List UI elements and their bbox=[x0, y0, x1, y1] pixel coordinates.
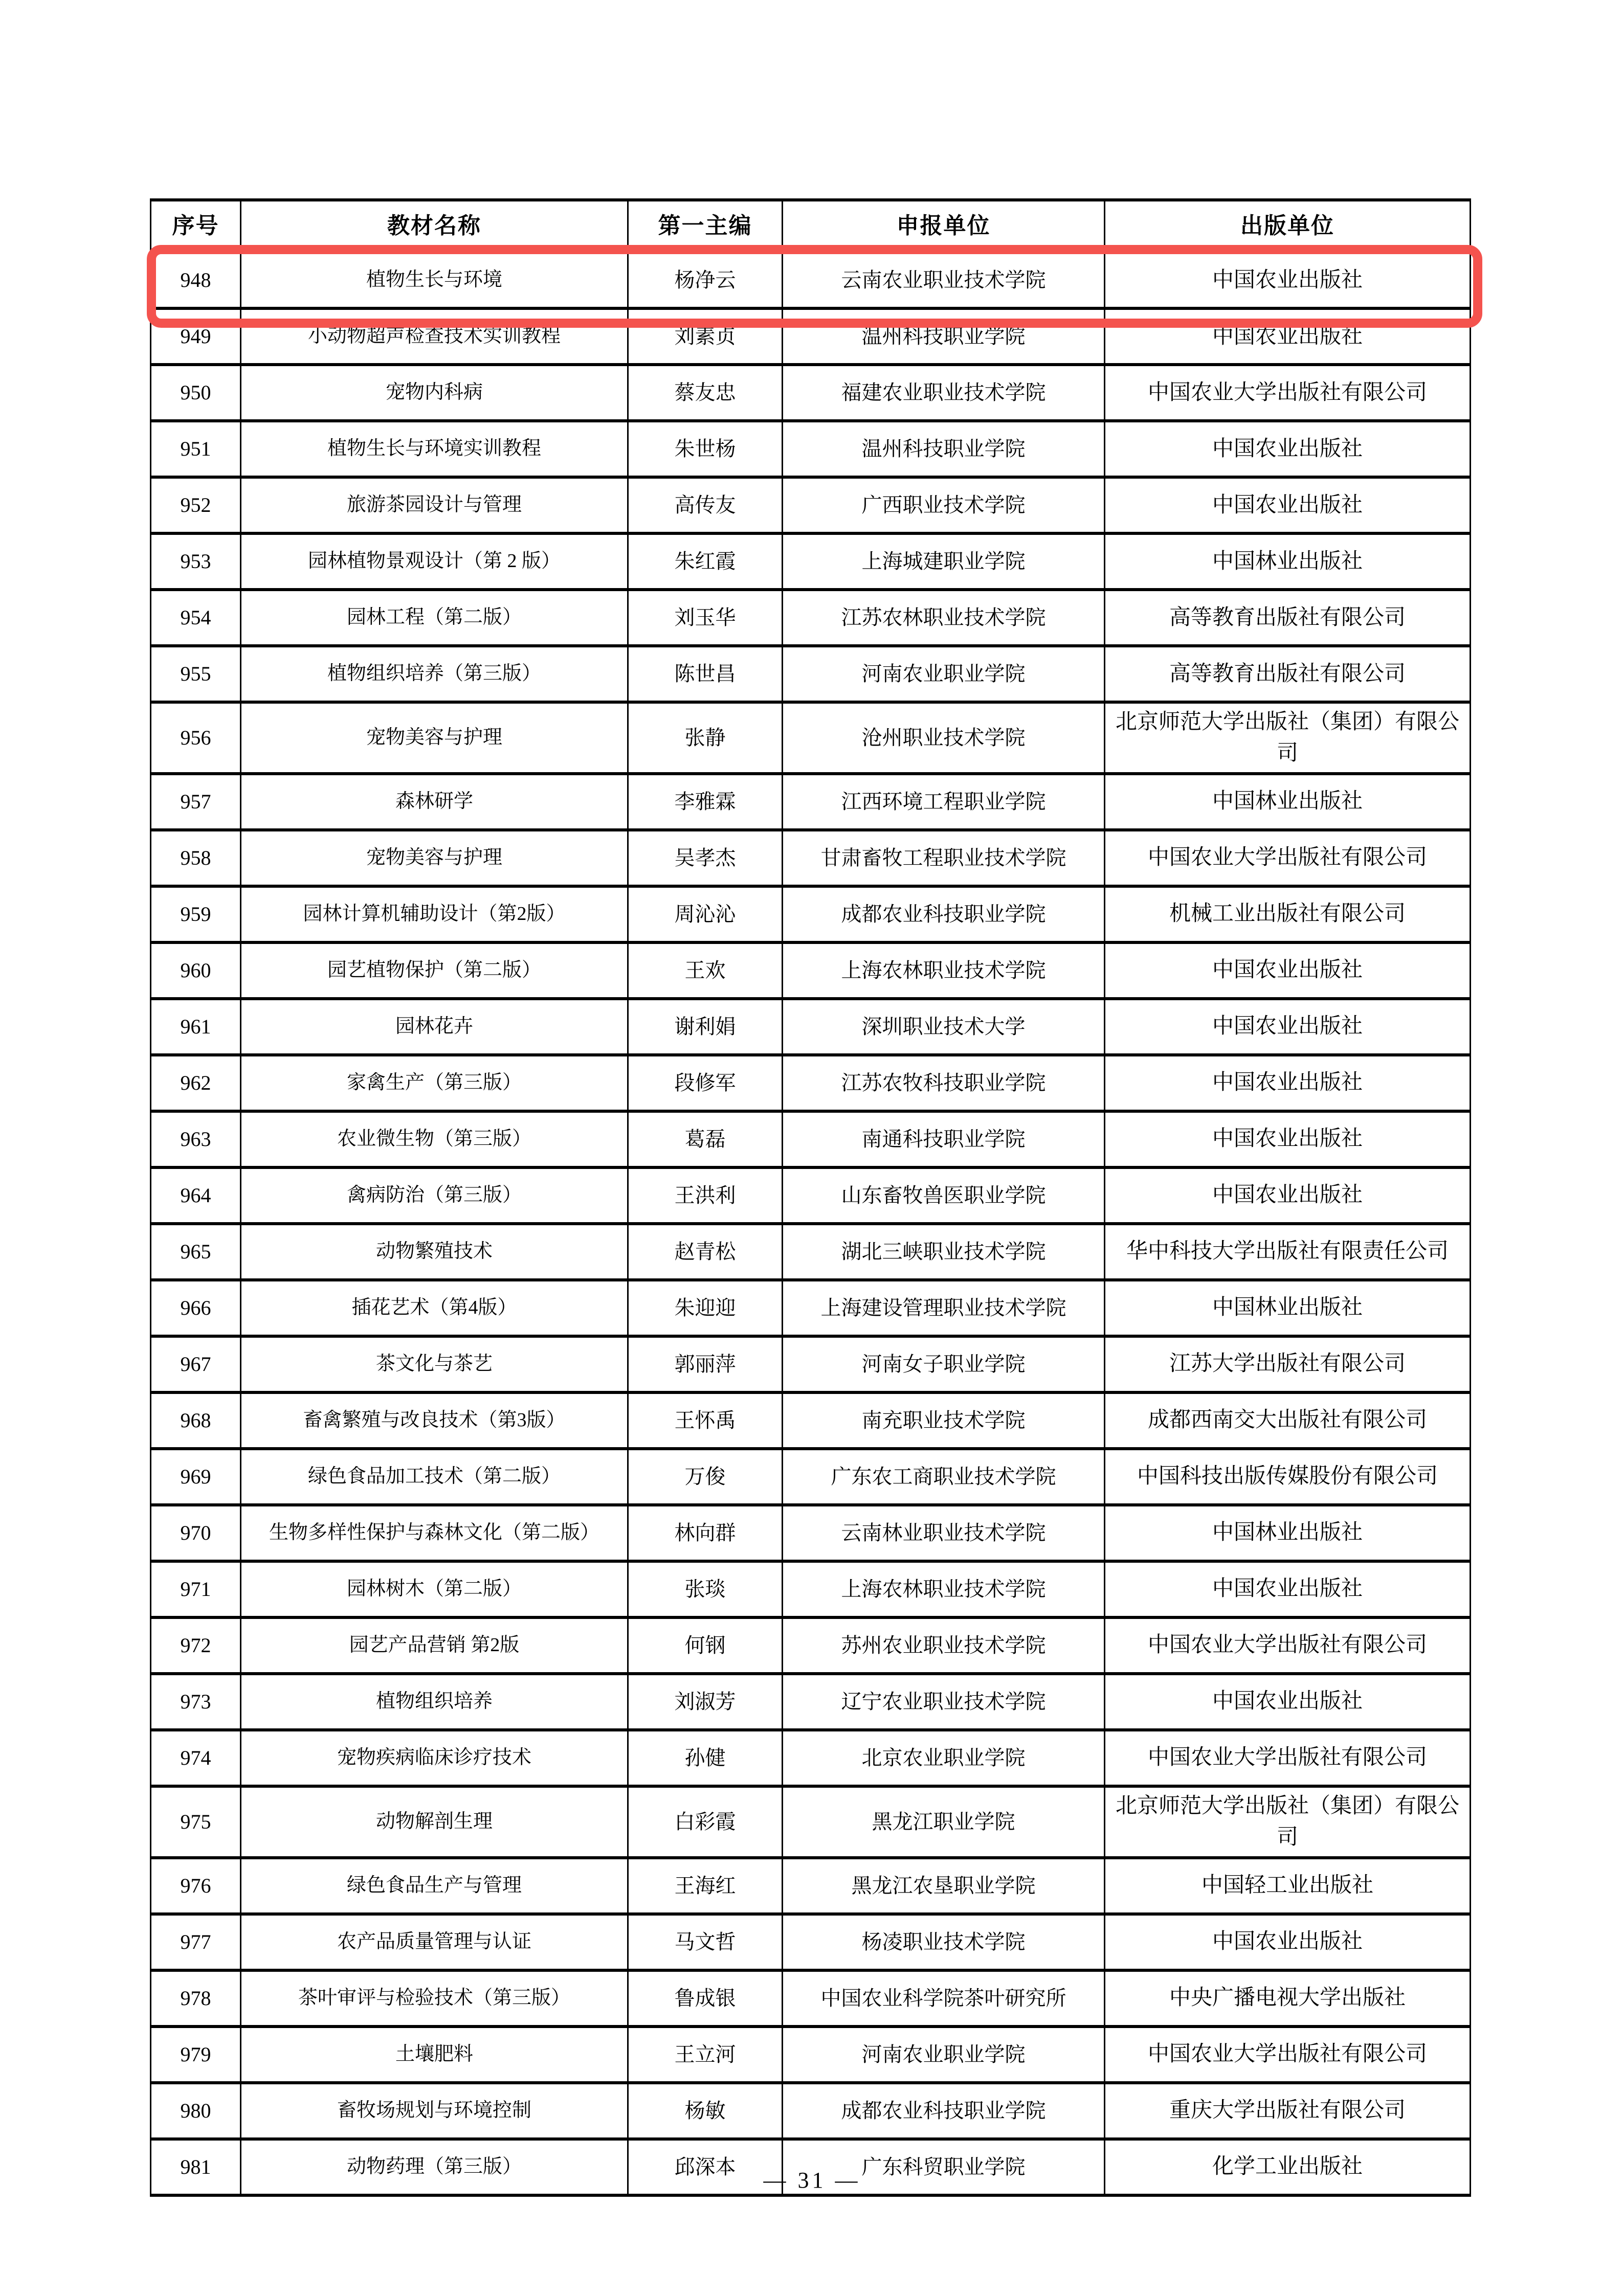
cell-first-editor: 王怀禹 bbox=[628, 1392, 783, 1449]
cell-first-editor: 吴孝杰 bbox=[628, 830, 783, 886]
cell-textbook-name: 园林树木（第二版） bbox=[241, 1561, 628, 1617]
cell-first-editor: 谢利娟 bbox=[628, 999, 783, 1055]
cell-publisher-unit: 北京师范大学出版社（集团）有限公司 bbox=[1105, 1786, 1471, 1858]
cell-applicant-unit: 福建农业职业技术学院 bbox=[783, 365, 1105, 421]
cell-first-editor: 段修军 bbox=[628, 1055, 783, 1111]
cell-applicant-unit: 云南林业职业技术学院 bbox=[783, 1505, 1105, 1561]
cell-first-editor: 邱深本 bbox=[628, 2139, 783, 2195]
cell-publisher-unit: 中国林业出版社 bbox=[1105, 1505, 1471, 1561]
cell-first-editor: 白彩霞 bbox=[628, 1786, 783, 1858]
cell-seq-no: 954 bbox=[151, 590, 241, 646]
cell-textbook-name: 植物组织培养（第三版） bbox=[241, 646, 628, 702]
page-number: — 31 — bbox=[763, 2168, 861, 2193]
cell-applicant-unit: 上海农林职业技术学院 bbox=[783, 1561, 1105, 1617]
column-header-3: 申报单位 bbox=[783, 200, 1105, 252]
cell-seq-no: 971 bbox=[151, 1561, 241, 1617]
cell-publisher-unit: 中国农业出版社 bbox=[1105, 421, 1471, 477]
cell-seq-no: 949 bbox=[151, 308, 241, 365]
cell-textbook-name: 畜禽繁殖与改良技术（第3版） bbox=[241, 1392, 628, 1449]
cell-seq-no: 970 bbox=[151, 1505, 241, 1561]
cell-first-editor: 张琰 bbox=[628, 1561, 783, 1617]
cell-applicant-unit: 成都农业科技职业学院 bbox=[783, 886, 1105, 942]
cell-textbook-name: 森林研学 bbox=[241, 774, 628, 830]
cell-first-editor: 朱世杨 bbox=[628, 421, 783, 477]
cell-applicant-unit: 河南农业职业学院 bbox=[783, 646, 1105, 702]
cell-seq-no: 960 bbox=[151, 942, 241, 999]
cell-textbook-name: 园艺植物保护（第二版） bbox=[241, 942, 628, 999]
cell-textbook-name: 园林花卉 bbox=[241, 999, 628, 1055]
cell-applicant-unit: 黑龙江农垦职业学院 bbox=[783, 1858, 1105, 1914]
cell-seq-no: 973 bbox=[151, 1674, 241, 1730]
cell-seq-no: 979 bbox=[151, 2027, 241, 2083]
cell-applicant-unit: 湖北三峡职业技术学院 bbox=[783, 1224, 1105, 1280]
cell-seq-no: 969 bbox=[151, 1449, 241, 1505]
column-header-0: 序号 bbox=[151, 200, 241, 252]
cell-applicant-unit: 杨凌职业技术学院 bbox=[783, 1914, 1105, 1970]
table-row-972 bbox=[151, 1617, 1471, 1674]
cell-seq-no: 977 bbox=[151, 1914, 241, 1970]
cell-seq-no: 951 bbox=[151, 421, 241, 477]
cell-textbook-name: 土壤肥料 bbox=[241, 2027, 628, 2083]
table-row-963 bbox=[151, 1111, 1471, 1167]
cell-publisher-unit: 中央广播电视大学出版社 bbox=[1105, 1970, 1471, 2027]
cell-publisher-unit: 中国农业大学出版社有限公司 bbox=[1105, 2027, 1471, 2083]
cell-applicant-unit: 成都农业科技职业学院 bbox=[783, 2083, 1105, 2139]
table-row-962 bbox=[151, 1055, 1471, 1111]
cell-applicant-unit: 广东科贸职业学院 bbox=[783, 2139, 1105, 2195]
cell-applicant-unit: 沧州职业技术学院 bbox=[783, 702, 1105, 774]
table-row-957 bbox=[151, 774, 1471, 830]
cell-publisher-unit: 中国农业出版社 bbox=[1105, 308, 1471, 365]
column-header-1: 教材名称 bbox=[241, 200, 628, 252]
cell-first-editor: 杨净云 bbox=[628, 252, 783, 308]
cell-textbook-name: 绿色食品生产与管理 bbox=[241, 1858, 628, 1914]
cell-applicant-unit: 南通科技职业学院 bbox=[783, 1111, 1105, 1167]
table-row-974 bbox=[151, 1730, 1471, 1786]
cell-textbook-name: 宠物疾病临床诊疗技术 bbox=[241, 1730, 628, 1786]
cell-publisher-unit: 中国农业出版社 bbox=[1105, 1167, 1471, 1224]
table-row-953 bbox=[151, 533, 1471, 590]
column-header-2: 第一主编 bbox=[628, 200, 783, 252]
cell-textbook-name: 畜牧场规划与环境控制 bbox=[241, 2083, 628, 2139]
cell-seq-no: 965 bbox=[151, 1224, 241, 1280]
cell-applicant-unit: 江苏农林职业技术学院 bbox=[783, 590, 1105, 646]
table-row-959 bbox=[151, 886, 1471, 942]
cell-seq-no: 952 bbox=[151, 477, 241, 533]
cell-textbook-name: 生物多样性保护与森林文化（第二版） bbox=[241, 1505, 628, 1561]
table-row-952 bbox=[151, 477, 1471, 533]
cell-first-editor: 刘淑芳 bbox=[628, 1674, 783, 1730]
cell-seq-no: 981 bbox=[151, 2139, 241, 2195]
cell-publisher-unit: 化学工业出版社 bbox=[1105, 2139, 1471, 2195]
cell-seq-no: 957 bbox=[151, 774, 241, 830]
cell-publisher-unit: 成都西南交大出版社有限公司 bbox=[1105, 1392, 1471, 1449]
cell-textbook-name: 旅游茶园设计与管理 bbox=[241, 477, 628, 533]
cell-seq-no: 950 bbox=[151, 365, 241, 421]
cell-textbook-name: 园林植物景观设计（第 2 版） bbox=[241, 533, 628, 590]
cell-seq-no: 955 bbox=[151, 646, 241, 702]
cell-textbook-name: 园林计算机辅助设计（第2版） bbox=[241, 886, 628, 942]
cell-publisher-unit: 中国农业出版社 bbox=[1105, 1561, 1471, 1617]
cell-applicant-unit: 上海城建职业学院 bbox=[783, 533, 1105, 590]
table-row-960 bbox=[151, 942, 1471, 999]
table-row-973 bbox=[151, 1674, 1471, 1730]
column-header-4: 出版单位 bbox=[1105, 200, 1471, 252]
cell-publisher-unit: 机械工业出版社有限公司 bbox=[1105, 886, 1471, 942]
cell-first-editor: 蔡友忠 bbox=[628, 365, 783, 421]
table-row-958 bbox=[151, 830, 1471, 886]
table-row-950 bbox=[151, 365, 1471, 421]
cell-publisher-unit: 中国农业出版社 bbox=[1105, 1055, 1471, 1111]
cell-first-editor: 周沁沁 bbox=[628, 886, 783, 942]
cell-textbook-name: 茶叶审评与检验技术（第三版） bbox=[241, 1970, 628, 2027]
cell-applicant-unit: 上海建设管理职业技术学院 bbox=[783, 1280, 1105, 1336]
table-header bbox=[151, 200, 1471, 252]
cell-applicant-unit: 江苏农牧科技职业学院 bbox=[783, 1055, 1105, 1111]
table-row-965 bbox=[151, 1224, 1471, 1280]
cell-seq-no: 953 bbox=[151, 533, 241, 590]
cell-publisher-unit: 中国农业出版社 bbox=[1105, 1914, 1471, 1970]
table-row-979 bbox=[151, 2027, 1471, 2083]
cell-publisher-unit: 高等教育出版社有限公司 bbox=[1105, 646, 1471, 702]
cell-publisher-unit: 中国农业出版社 bbox=[1105, 252, 1471, 308]
cell-applicant-unit: 苏州农业职业技术学院 bbox=[783, 1617, 1105, 1674]
table-row-966 bbox=[151, 1280, 1471, 1336]
cell-first-editor: 李雅霖 bbox=[628, 774, 783, 830]
cell-applicant-unit: 河南女子职业学院 bbox=[783, 1336, 1105, 1392]
table-row-951 bbox=[151, 421, 1471, 477]
table-row-977 bbox=[151, 1914, 1471, 1970]
cell-first-editor: 杨敏 bbox=[628, 2083, 783, 2139]
table-row-967 bbox=[151, 1336, 1471, 1392]
table-row-970 bbox=[151, 1505, 1471, 1561]
cell-first-editor: 万俊 bbox=[628, 1449, 783, 1505]
cell-publisher-unit: 中国农业出版社 bbox=[1105, 477, 1471, 533]
cell-publisher-unit: 北京师范大学出版社（集团）有限公司 bbox=[1105, 702, 1471, 774]
cell-textbook-name: 绿色食品加工技术（第二版） bbox=[241, 1449, 628, 1505]
table-row-948 bbox=[151, 252, 1471, 308]
table-body bbox=[151, 252, 1471, 2195]
cell-textbook-name: 农业微生物（第三版） bbox=[241, 1111, 628, 1167]
cell-first-editor: 王立河 bbox=[628, 2027, 783, 2083]
cell-first-editor: 王海红 bbox=[628, 1858, 783, 1914]
cell-publisher-unit: 中国农业出版社 bbox=[1105, 1674, 1471, 1730]
cell-textbook-name: 宠物美容与护理 bbox=[241, 702, 628, 774]
cell-first-editor: 刘素贞 bbox=[628, 308, 783, 365]
table-row-964 bbox=[151, 1167, 1471, 1224]
cell-seq-no: 968 bbox=[151, 1392, 241, 1449]
cell-first-editor: 林向群 bbox=[628, 1505, 783, 1561]
cell-textbook-name: 禽病防治（第三版） bbox=[241, 1167, 628, 1224]
table-row-976 bbox=[151, 1858, 1471, 1914]
header-row bbox=[151, 200, 1471, 252]
table-row-980 bbox=[151, 2083, 1471, 2139]
cell-applicant-unit: 温州科技职业学院 bbox=[783, 421, 1105, 477]
table-row-956 bbox=[151, 702, 1471, 774]
cell-seq-no: 975 bbox=[151, 1786, 241, 1858]
cell-seq-no: 963 bbox=[151, 1111, 241, 1167]
cell-seq-no: 980 bbox=[151, 2083, 241, 2139]
cell-textbook-name: 动物解剖生理 bbox=[241, 1786, 628, 1858]
table-row-969 bbox=[151, 1449, 1471, 1505]
cell-first-editor: 高传友 bbox=[628, 477, 783, 533]
cell-seq-no: 961 bbox=[151, 999, 241, 1055]
table-row-961 bbox=[151, 999, 1471, 1055]
cell-publisher-unit: 江苏大学出版社有限公司 bbox=[1105, 1336, 1471, 1392]
cell-textbook-name: 植物组织培养 bbox=[241, 1674, 628, 1730]
cell-publisher-unit: 中国农业出版社 bbox=[1105, 1111, 1471, 1167]
table-row-971 bbox=[151, 1561, 1471, 1617]
cell-publisher-unit: 中国农业大学出版社有限公司 bbox=[1105, 365, 1471, 421]
cell-applicant-unit: 江西环境工程职业学院 bbox=[783, 774, 1105, 830]
cell-applicant-unit: 广西职业技术学院 bbox=[783, 477, 1105, 533]
cell-textbook-name: 农产品质量管理与认证 bbox=[241, 1914, 628, 1970]
cell-seq-no: 956 bbox=[151, 702, 241, 774]
cell-textbook-name: 园林工程（第二版） bbox=[241, 590, 628, 646]
table-row-954 bbox=[151, 590, 1471, 646]
cell-publisher-unit: 中国农业出版社 bbox=[1105, 999, 1471, 1055]
cell-applicant-unit: 北京农业职业学院 bbox=[783, 1730, 1105, 1786]
cell-textbook-name: 植物生长与环境 bbox=[241, 252, 628, 308]
table-row-955 bbox=[151, 646, 1471, 702]
table-row-949 bbox=[151, 308, 1471, 365]
cell-publisher-unit: 中国农业大学出版社有限公司 bbox=[1105, 1617, 1471, 1674]
cell-first-editor: 赵青松 bbox=[628, 1224, 783, 1280]
cell-textbook-name: 动物繁殖技术 bbox=[241, 1224, 628, 1280]
cell-applicant-unit: 山东畜牧兽医职业学院 bbox=[783, 1167, 1105, 1224]
cell-publisher-unit: 华中科技大学出版社有限责任公司 bbox=[1105, 1224, 1471, 1280]
cell-publisher-unit: 中国农业大学出版社有限公司 bbox=[1105, 830, 1471, 886]
cell-first-editor: 郭丽萍 bbox=[628, 1336, 783, 1392]
cell-applicant-unit: 河南农业职业学院 bbox=[783, 2027, 1105, 2083]
cell-first-editor: 葛磊 bbox=[628, 1111, 783, 1167]
table-row-978 bbox=[151, 1970, 1471, 2027]
cell-applicant-unit: 甘肃畜牧工程职业技术学院 bbox=[783, 830, 1105, 886]
cell-textbook-name: 园艺产品营销 第2版 bbox=[241, 1617, 628, 1674]
cell-textbook-name: 植物生长与环境实训教程 bbox=[241, 421, 628, 477]
cell-textbook-name: 小动物超声检查技术实训教程 bbox=[241, 308, 628, 365]
cell-seq-no: 962 bbox=[151, 1055, 241, 1111]
cell-first-editor: 鲁成银 bbox=[628, 1970, 783, 2027]
cell-applicant-unit: 深圳职业技术大学 bbox=[783, 999, 1105, 1055]
cell-publisher-unit: 中国科技出版传媒股份有限公司 bbox=[1105, 1449, 1471, 1505]
cell-applicant-unit: 辽宁农业职业技术学院 bbox=[783, 1674, 1105, 1730]
cell-applicant-unit: 中国农业科学院茶叶研究所 bbox=[783, 1970, 1105, 2027]
cell-publisher-unit: 高等教育出版社有限公司 bbox=[1105, 590, 1471, 646]
cell-seq-no: 966 bbox=[151, 1280, 241, 1336]
cell-seq-no: 959 bbox=[151, 886, 241, 942]
cell-first-editor: 张静 bbox=[628, 702, 783, 774]
cell-applicant-unit: 南充职业技术学院 bbox=[783, 1392, 1105, 1449]
cell-publisher-unit: 中国轻工业出版社 bbox=[1105, 1858, 1471, 1914]
cell-seq-no: 972 bbox=[151, 1617, 241, 1674]
cell-textbook-name: 家禽生产（第三版） bbox=[241, 1055, 628, 1111]
cell-textbook-name: 宠物美容与护理 bbox=[241, 830, 628, 886]
cell-first-editor: 刘玉华 bbox=[628, 590, 783, 646]
cell-publisher-unit: 中国林业出版社 bbox=[1105, 1280, 1471, 1336]
cell-seq-no: 978 bbox=[151, 1970, 241, 2027]
table-row-975 bbox=[151, 1786, 1471, 1858]
cell-seq-no: 967 bbox=[151, 1336, 241, 1392]
cell-first-editor: 王洪利 bbox=[628, 1167, 783, 1224]
cell-applicant-unit: 云南农业职业技术学院 bbox=[783, 252, 1105, 308]
cell-seq-no: 964 bbox=[151, 1167, 241, 1224]
cell-first-editor: 朱红霞 bbox=[628, 533, 783, 590]
cell-textbook-name: 插花艺术（第4版） bbox=[241, 1280, 628, 1336]
cell-applicant-unit: 上海农林职业技术学院 bbox=[783, 942, 1105, 999]
cell-applicant-unit: 广东农工商职业技术学院 bbox=[783, 1449, 1105, 1505]
cell-applicant-unit: 黑龙江职业学院 bbox=[783, 1786, 1105, 1858]
cell-first-editor: 何钢 bbox=[628, 1617, 783, 1674]
cell-first-editor: 孙健 bbox=[628, 1730, 783, 1786]
cell-publisher-unit: 中国林业出版社 bbox=[1105, 774, 1471, 830]
cell-first-editor: 陈世昌 bbox=[628, 646, 783, 702]
textbook-table bbox=[150, 198, 1471, 2197]
cell-first-editor: 王欢 bbox=[628, 942, 783, 999]
cell-publisher-unit: 中国农业大学出版社有限公司 bbox=[1105, 1730, 1471, 1786]
cell-seq-no: 948 bbox=[151, 252, 241, 308]
cell-seq-no: 974 bbox=[151, 1730, 241, 1786]
cell-textbook-name: 茶文化与茶艺 bbox=[241, 1336, 628, 1392]
cell-textbook-name: 动物药理（第三版） bbox=[241, 2139, 628, 2195]
cell-first-editor: 朱迎迎 bbox=[628, 1280, 783, 1336]
cell-publisher-unit: 中国农业出版社 bbox=[1105, 942, 1471, 999]
cell-textbook-name: 宠物内科病 bbox=[241, 365, 628, 421]
table-row-968 bbox=[151, 1392, 1471, 1449]
cell-publisher-unit: 重庆大学出版社有限公司 bbox=[1105, 2083, 1471, 2139]
cell-seq-no: 958 bbox=[151, 830, 241, 886]
cell-applicant-unit: 温州科技职业学院 bbox=[783, 308, 1105, 365]
cell-publisher-unit: 中国林业出版社 bbox=[1105, 533, 1471, 590]
cell-seq-no: 976 bbox=[151, 1858, 241, 1914]
cell-first-editor: 马文哲 bbox=[628, 1914, 783, 1970]
